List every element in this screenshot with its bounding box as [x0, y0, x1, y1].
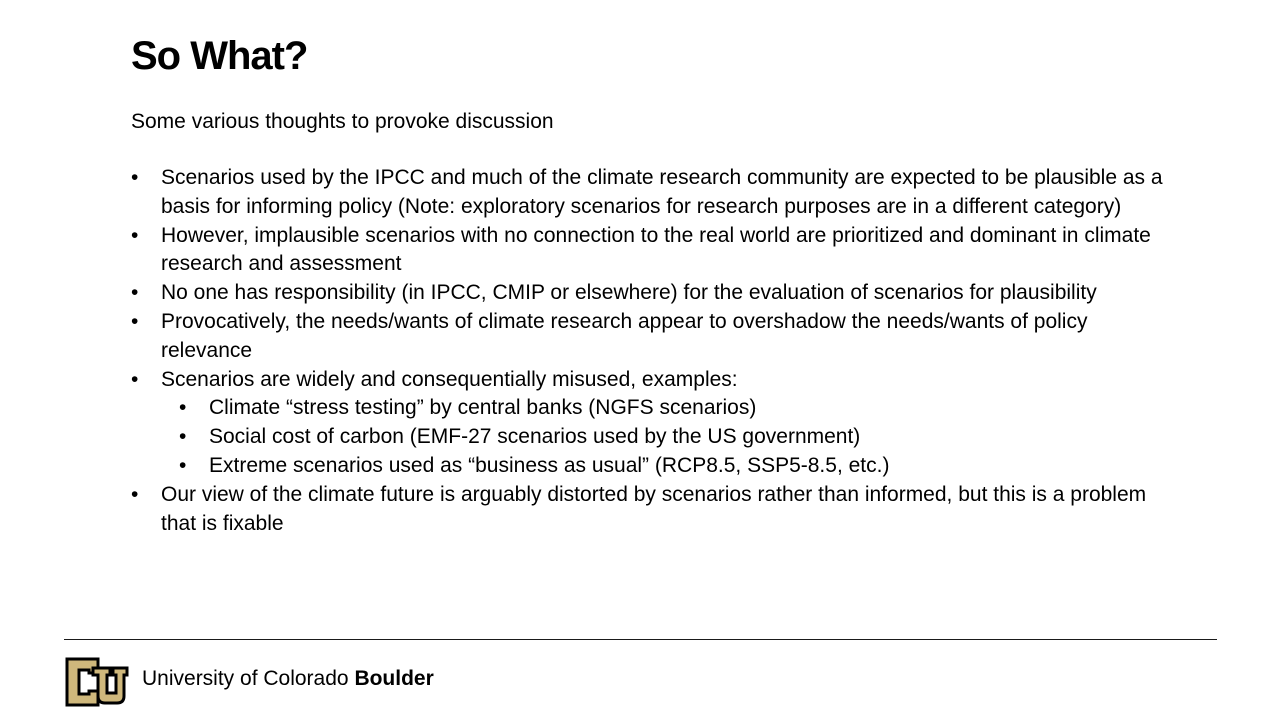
bullet-dot: •: [131, 367, 139, 391]
sub-bullet-text: Extreme scenarios used as “business as usual” (RCP8.5, SSP5-8.5, etc.): [209, 453, 890, 477]
bullet-dot: •: [131, 223, 139, 247]
bullet-dot: •: [131, 281, 139, 305]
cu-logo-u-shape: [93, 668, 127, 703]
bullet-item: [131, 164, 1171, 222]
bullet-text: Scenarios are widely and consequentially misused, examples:: [161, 367, 738, 391]
sub-bullet-item: [161, 423, 1171, 452]
university-name: University of Colorado: [142, 667, 349, 690]
bullet-item: [131, 366, 1171, 481]
bullet-list: [131, 164, 1171, 538]
sub-bullet-item: [161, 452, 1171, 481]
cu-logo-c-shape: [67, 659, 98, 705]
sub-bullet-dot: •: [179, 425, 187, 449]
bullet-text: Scenarios used by the IPCC and much of the climate research community are expected to be plausible as a basis for informing policy (Note: exploratory scenarios for research purposes are in a different category): [161, 166, 1163, 218]
campus-name: Boulder: [354, 667, 434, 690]
sub-bullet-text: Social cost of carbon (EMF-27 scenarios used by the US government): [209, 425, 861, 449]
bullet-item: [131, 222, 1171, 280]
bullet-dot: •: [131, 482, 139, 506]
sub-bullet-item: [161, 394, 1171, 423]
slide-title: So What?: [131, 34, 308, 78]
sub-bullet-text: Climate “stress testing” by central banks (NGFS scenarios): [209, 396, 757, 420]
bullet-item: [131, 308, 1171, 366]
footer-divider: [64, 639, 1217, 640]
bullet-text: Our view of the climate future is arguably distorted by scenarios rather than informed, but this is a problem that is fixable: [161, 482, 1147, 535]
bullet-dot: •: [131, 166, 139, 189]
cu-logo-icon: [64, 656, 130, 708]
bullet-item: [131, 481, 1171, 539]
bullet-text: However, implausible scenarios with no connection to the real world are prioritized and dominant in climate research and assessment: [161, 223, 1151, 276]
sub-bullet-dot: •: [179, 453, 187, 477]
sub-bullet-dot: •: [179, 396, 187, 420]
university-wordmark: [142, 666, 434, 692]
bullet-dot: •: [131, 309, 139, 333]
bullet-text: Provocatively, the needs/wants of climate research appear to overshadow the needs/wants of policy relevance: [161, 309, 1088, 362]
bullet-item: [131, 279, 1171, 308]
slide-subtitle: Some various thoughts to provoke discussion: [131, 110, 554, 133]
sub-bullet-list: [161, 394, 1171, 480]
bullet-text: No one has responsibility (in IPCC, CMIP or elsewhere) for the evaluation of scenarios for plausibility: [161, 281, 1097, 305]
